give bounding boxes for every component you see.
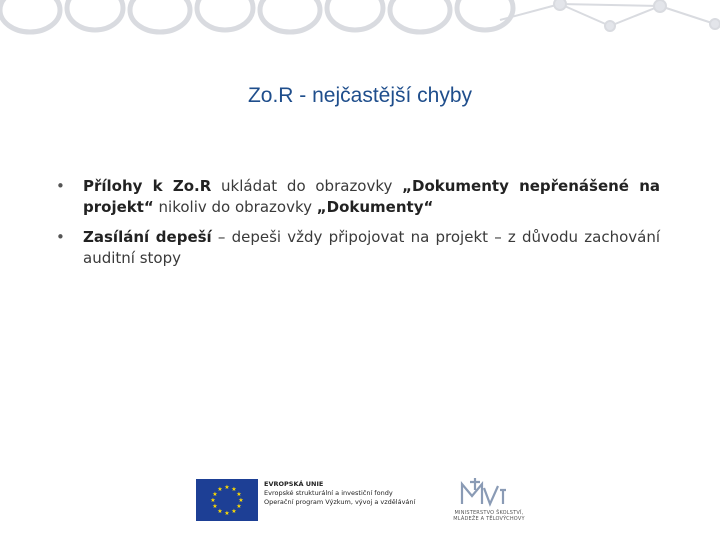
svg-text:★: ★: [212, 491, 218, 498]
bullet-list: [56, 176, 660, 278]
svg-text:★: ★: [238, 497, 244, 504]
decorative-header-banner: [0, 0, 720, 38]
eu-funding-text: [264, 480, 444, 507]
svg-text:★: ★: [236, 491, 242, 498]
bullet-item: [56, 176, 660, 218]
svg-text:★: ★: [224, 510, 230, 517]
bullet-marker: •: [56, 177, 65, 195]
svg-text:★: ★: [217, 508, 223, 515]
svg-text:★: ★: [210, 497, 216, 504]
svg-text:★: ★: [231, 508, 237, 515]
bullet-bold-text: „Dokumenty“: [316, 198, 434, 216]
bullet-text: nikoliv do obrazovky: [153, 198, 317, 216]
svg-text:★: ★: [212, 503, 218, 510]
bullet-text: – depeši vždy připojovat na projekt – z důvodu zachování auditní stopy: [83, 228, 660, 267]
eu-name: EVROPSKÁ UNIE: [264, 480, 324, 488]
bullet-item: [56, 227, 660, 269]
svg-text:★: ★: [231, 486, 237, 493]
bullet-bold-text: „Dokumenty nepřenášené na projekt“: [83, 177, 660, 216]
eu-program-line: Operační program Výzkum, vývoj a vzdělávání: [264, 498, 416, 506]
bullet-text: ukládat do obrazovky: [211, 177, 403, 195]
footer-logos: [196, 476, 536, 524]
svg-text:★: ★: [217, 486, 223, 493]
eu-funds-line: Evropské strukturální a investiční fondy: [264, 489, 393, 497]
eu-flag-icon: [196, 479, 258, 521]
svg-text:★: ★: [224, 484, 230, 491]
bullet-marker: •: [56, 228, 65, 246]
bullet-bold-text: Přílohy k Zo.R: [83, 177, 212, 195]
slide-title: Zo.R - nejčastější chyby: [247, 84, 473, 107]
decorative-pattern-graphic: [0, 0, 720, 38]
ministry-caption: MINISTERSTVO ŠKOLSTVÍ, MLÁDEŽE A TĚLOVÝCHOVY: [453, 510, 525, 522]
svg-text:★: ★: [236, 503, 242, 510]
bullet-bold-text: Zasílání depeší: [83, 228, 212, 246]
